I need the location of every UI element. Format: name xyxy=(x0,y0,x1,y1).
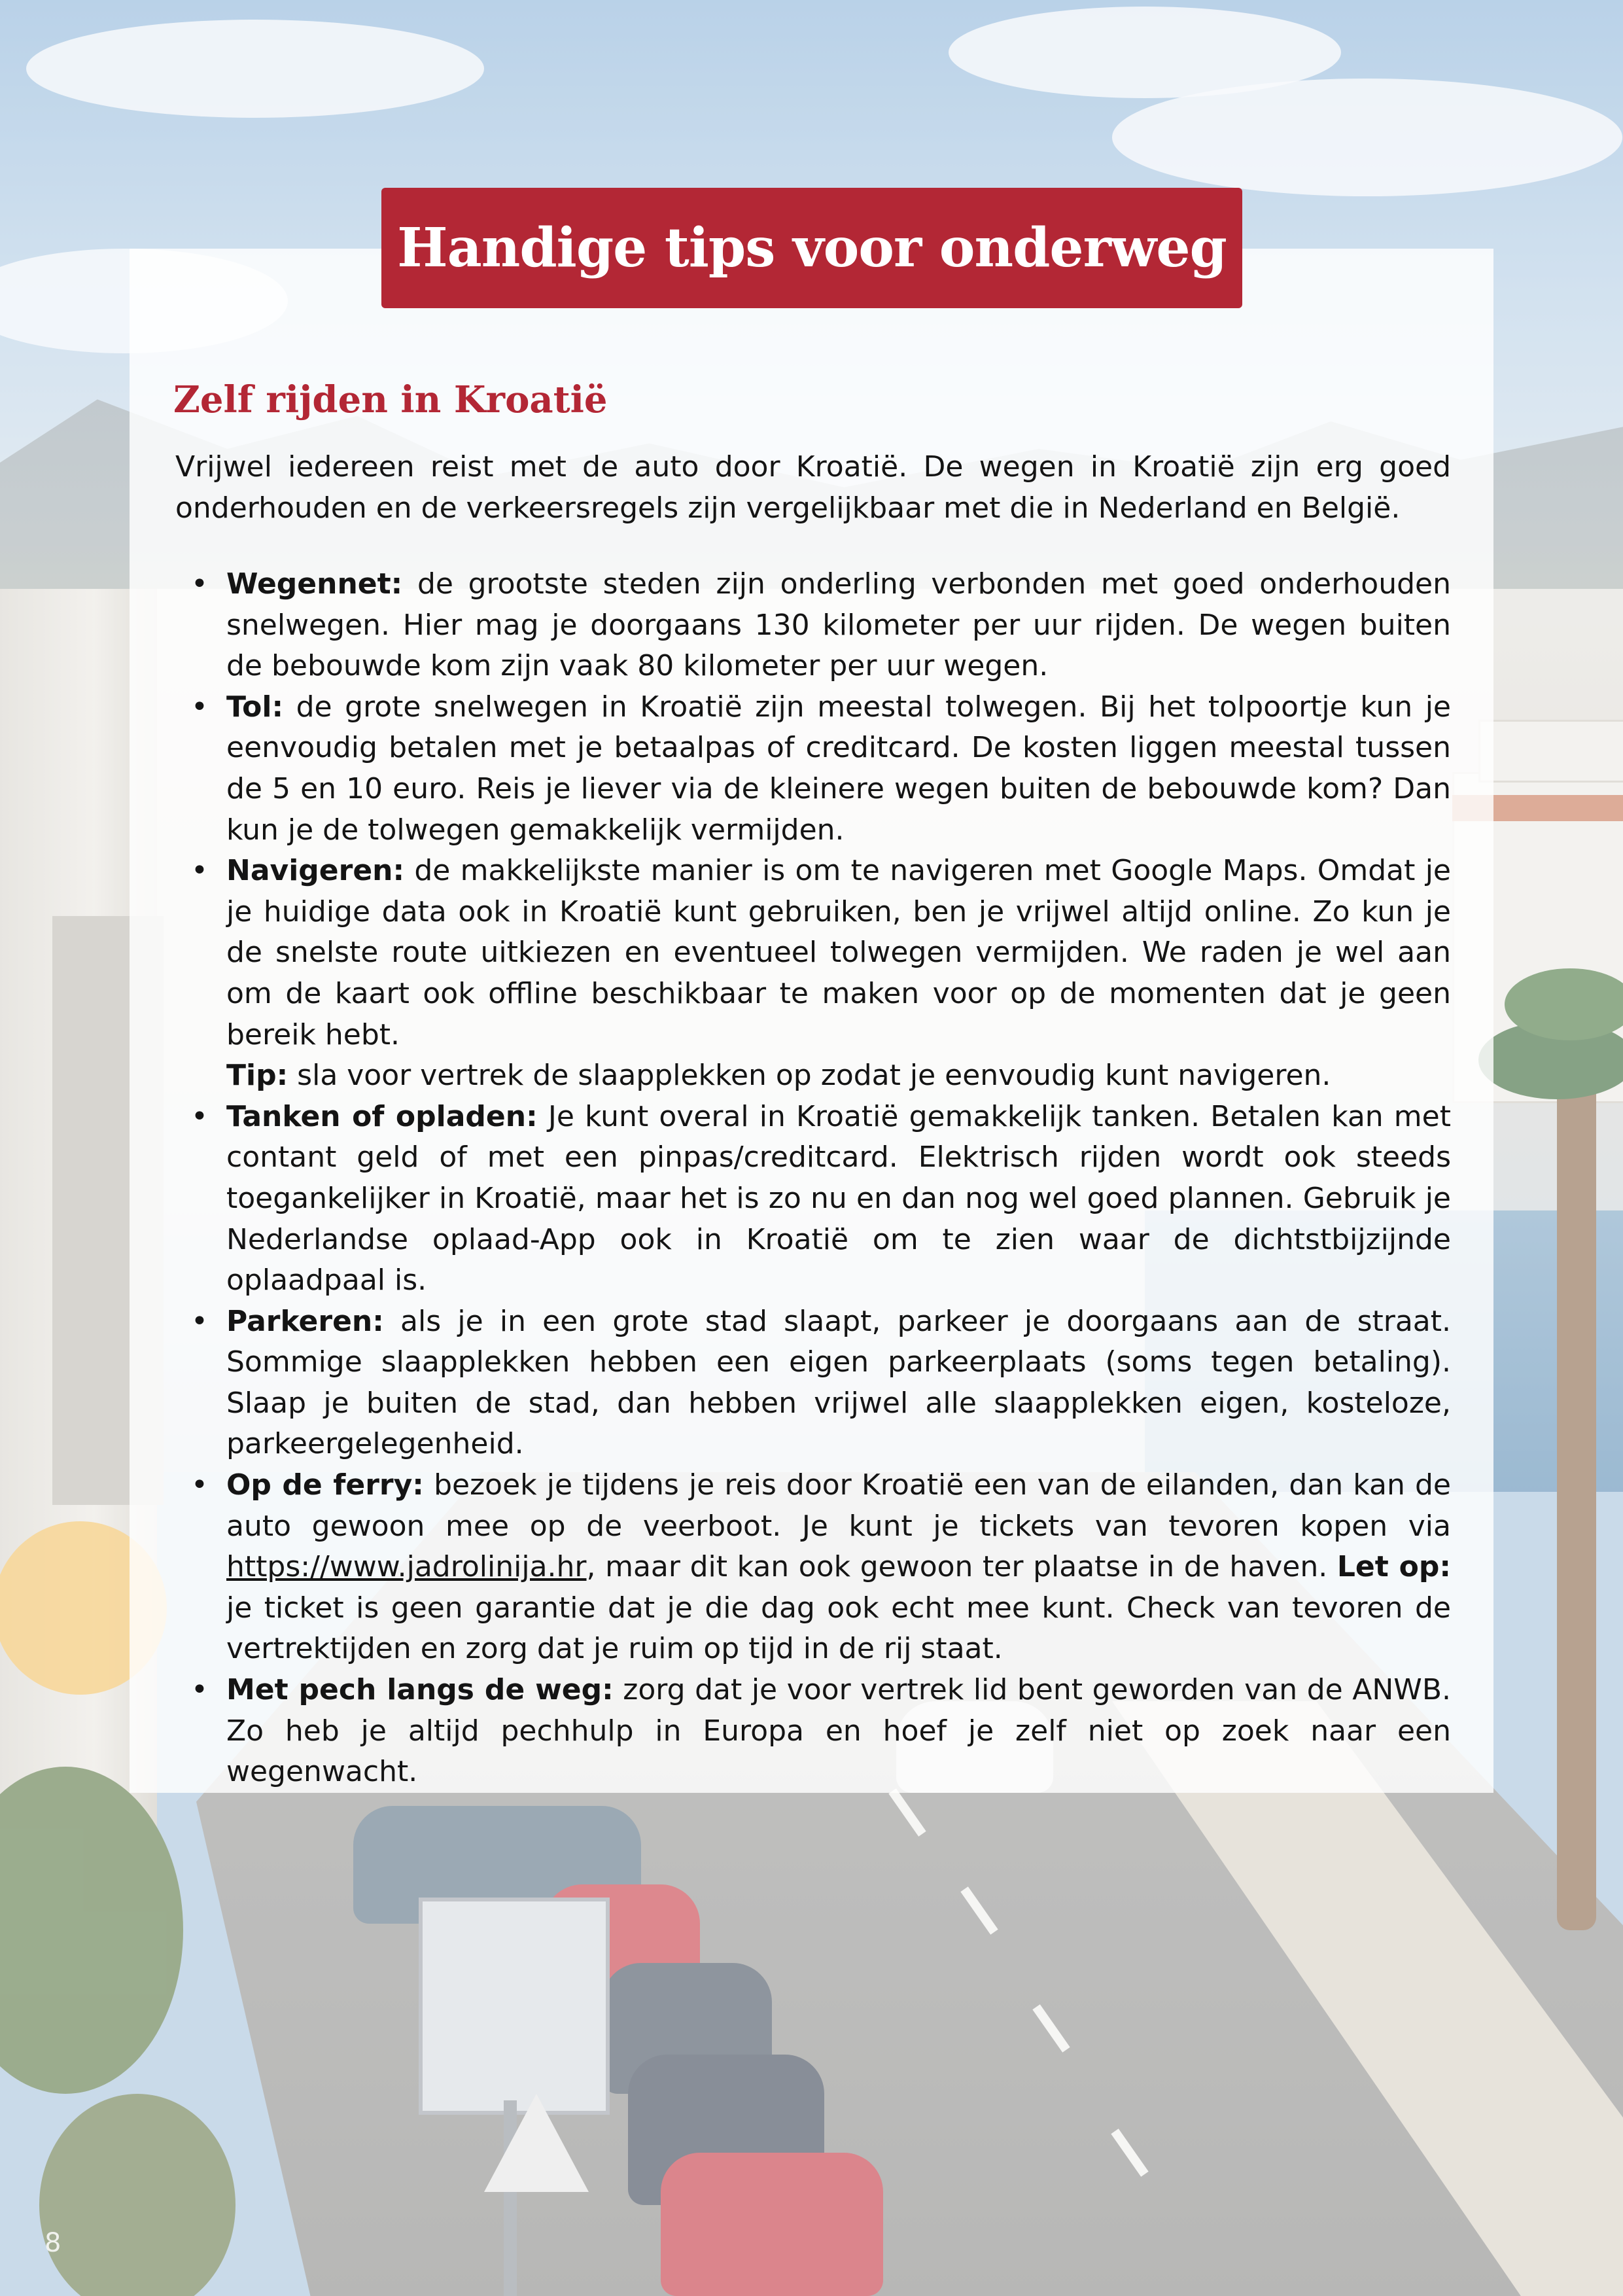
bullet-icon: • xyxy=(191,1673,208,1707)
tip-text-continued: , maar dit kan ook gewoon ter plaatse in de haven. xyxy=(586,1550,1337,1584)
tip-label: Parkeren: xyxy=(226,1304,384,1338)
intro-paragraph: Vrijwel iedereen reist met de auto door Kroatië. De wegen in Kroatië zijn erg goed onderhouden en de verkeersregels zijn vergelijkbaar met die in Nederland en België. xyxy=(175,450,1451,525)
tip-label: Wegennet: xyxy=(226,567,403,601)
page-title: Handige tips voor onderweg xyxy=(397,217,1227,279)
bullet-icon: • xyxy=(191,1099,208,1133)
tip-text: bezoek je tijdens je reis door Kroatië een van de eilanden, dan kan de auto gewoon mee op de veerboot. Je kunt je tickets van tevoren kopen via xyxy=(226,1468,1451,1543)
list-item xyxy=(175,1097,1451,1301)
note-label: Let op: xyxy=(1336,1550,1451,1584)
list-item xyxy=(175,687,1451,851)
section-title: Zelf rijden in Kroatië xyxy=(173,378,608,421)
tip-text: Je kunt overal in Kroatië gemakkelijk tanken. Betalen kan met contant geld of met een pinpas/creditcard. Elektrisch rijden wordt ook steeds toegankelijker in Kroatië, maar het is zo nu en dan nog wel goed plannen. Gebruik je Nederlandse oplaad-App ook in Kroatië om te zien waar de dichtstbijzijnde oplaadpaal is. xyxy=(226,1099,1451,1298)
tip-label: Navigeren: xyxy=(226,854,405,888)
note-text: je ticket is geen garantie dat je die dag ook echt mee kunt. Check van tevoren de vertrektijden en zorg dat je ruim op tijd in de rij staat. xyxy=(226,1591,1451,1666)
list-item xyxy=(175,851,1451,1097)
tips-list xyxy=(175,564,1451,1793)
page-number: 8 xyxy=(44,2228,61,2258)
tip-text: als je in een grote stad slaapt, parkeer je doorgaans aan de straat. Sommige slaapplekken hebben een eigen parkeerplaats (soms tegen betaling). Slaap je buiten de stad, dan hebben vrijwel alle slaapplekken eigen, kosteloze, parkeergelegenheid. xyxy=(226,1304,1451,1461)
tip-note-label: Tip: xyxy=(226,1059,288,1093)
ferry-website-link[interactable]: https://www.jadrolinija.hr xyxy=(226,1550,587,1584)
bullet-icon: • xyxy=(191,567,208,601)
tip-note xyxy=(226,1055,1451,1097)
tip-label: Op de ferry: xyxy=(226,1468,424,1502)
tip-text: zorg dat je voor vertrek lid bent geworden van de ANWB. Zo heb je altijd pechhulp in Europa en hoef je zelf niet op zoek naar een wegenwacht. xyxy=(226,1673,1451,1789)
list-item xyxy=(175,1465,1451,1670)
tip-label: Tanken of opladen: xyxy=(226,1099,538,1133)
title-banner xyxy=(381,188,1242,308)
bullet-icon: • xyxy=(191,1468,208,1502)
list-item xyxy=(175,1301,1451,1465)
bullet-icon: • xyxy=(191,1304,208,1338)
tip-note-text: sla voor vertrek de slaapplekken op zodat je eenvoudig kunt navigeren. xyxy=(288,1059,1331,1093)
list-item xyxy=(175,564,1451,687)
list-item xyxy=(175,1670,1451,1793)
tip-label: Tol: xyxy=(226,690,284,724)
tip-text: de grootste steden zijn onderling verbonden met goed onderhouden snelwegen. Hier mag je doorgaans 130 kilometer per uur rijden. De wegen buiten de bebouwde kom zijn vaak 80 kilometer per uur wegen. xyxy=(226,567,1451,683)
bullet-icon: • xyxy=(191,690,208,724)
tip-text: de makkelijkste manier is om te navigeren met Google Maps. Omdat je je huidige data ook in Kroatië kunt gebruiken, ben je vrijwel altijd online. Zo kun je de snelste route uitkiezen en eventueel tolwegen vermijden. We raden je wel aan om de kaart ook offline beschikbaar te maken voor op de momenten dat je geen bereik hebt. xyxy=(226,854,1451,1051)
bullet-icon: • xyxy=(191,854,208,888)
tip-label: Met pech langs de weg: xyxy=(226,1673,614,1707)
tip-text: de grote snelwegen in Kroatië zijn meestal tolwegen. Bij het tolpoortje kun je eenvoudig betalen met je betaalpas of creditcard. De kosten liggen meestal tussen de 5 en 10 euro. Reis je liever via de kleinere wegen buiten de bebouwde kom? Dan kun je de tolwegen gemakkelijk vermijden. xyxy=(226,690,1451,847)
